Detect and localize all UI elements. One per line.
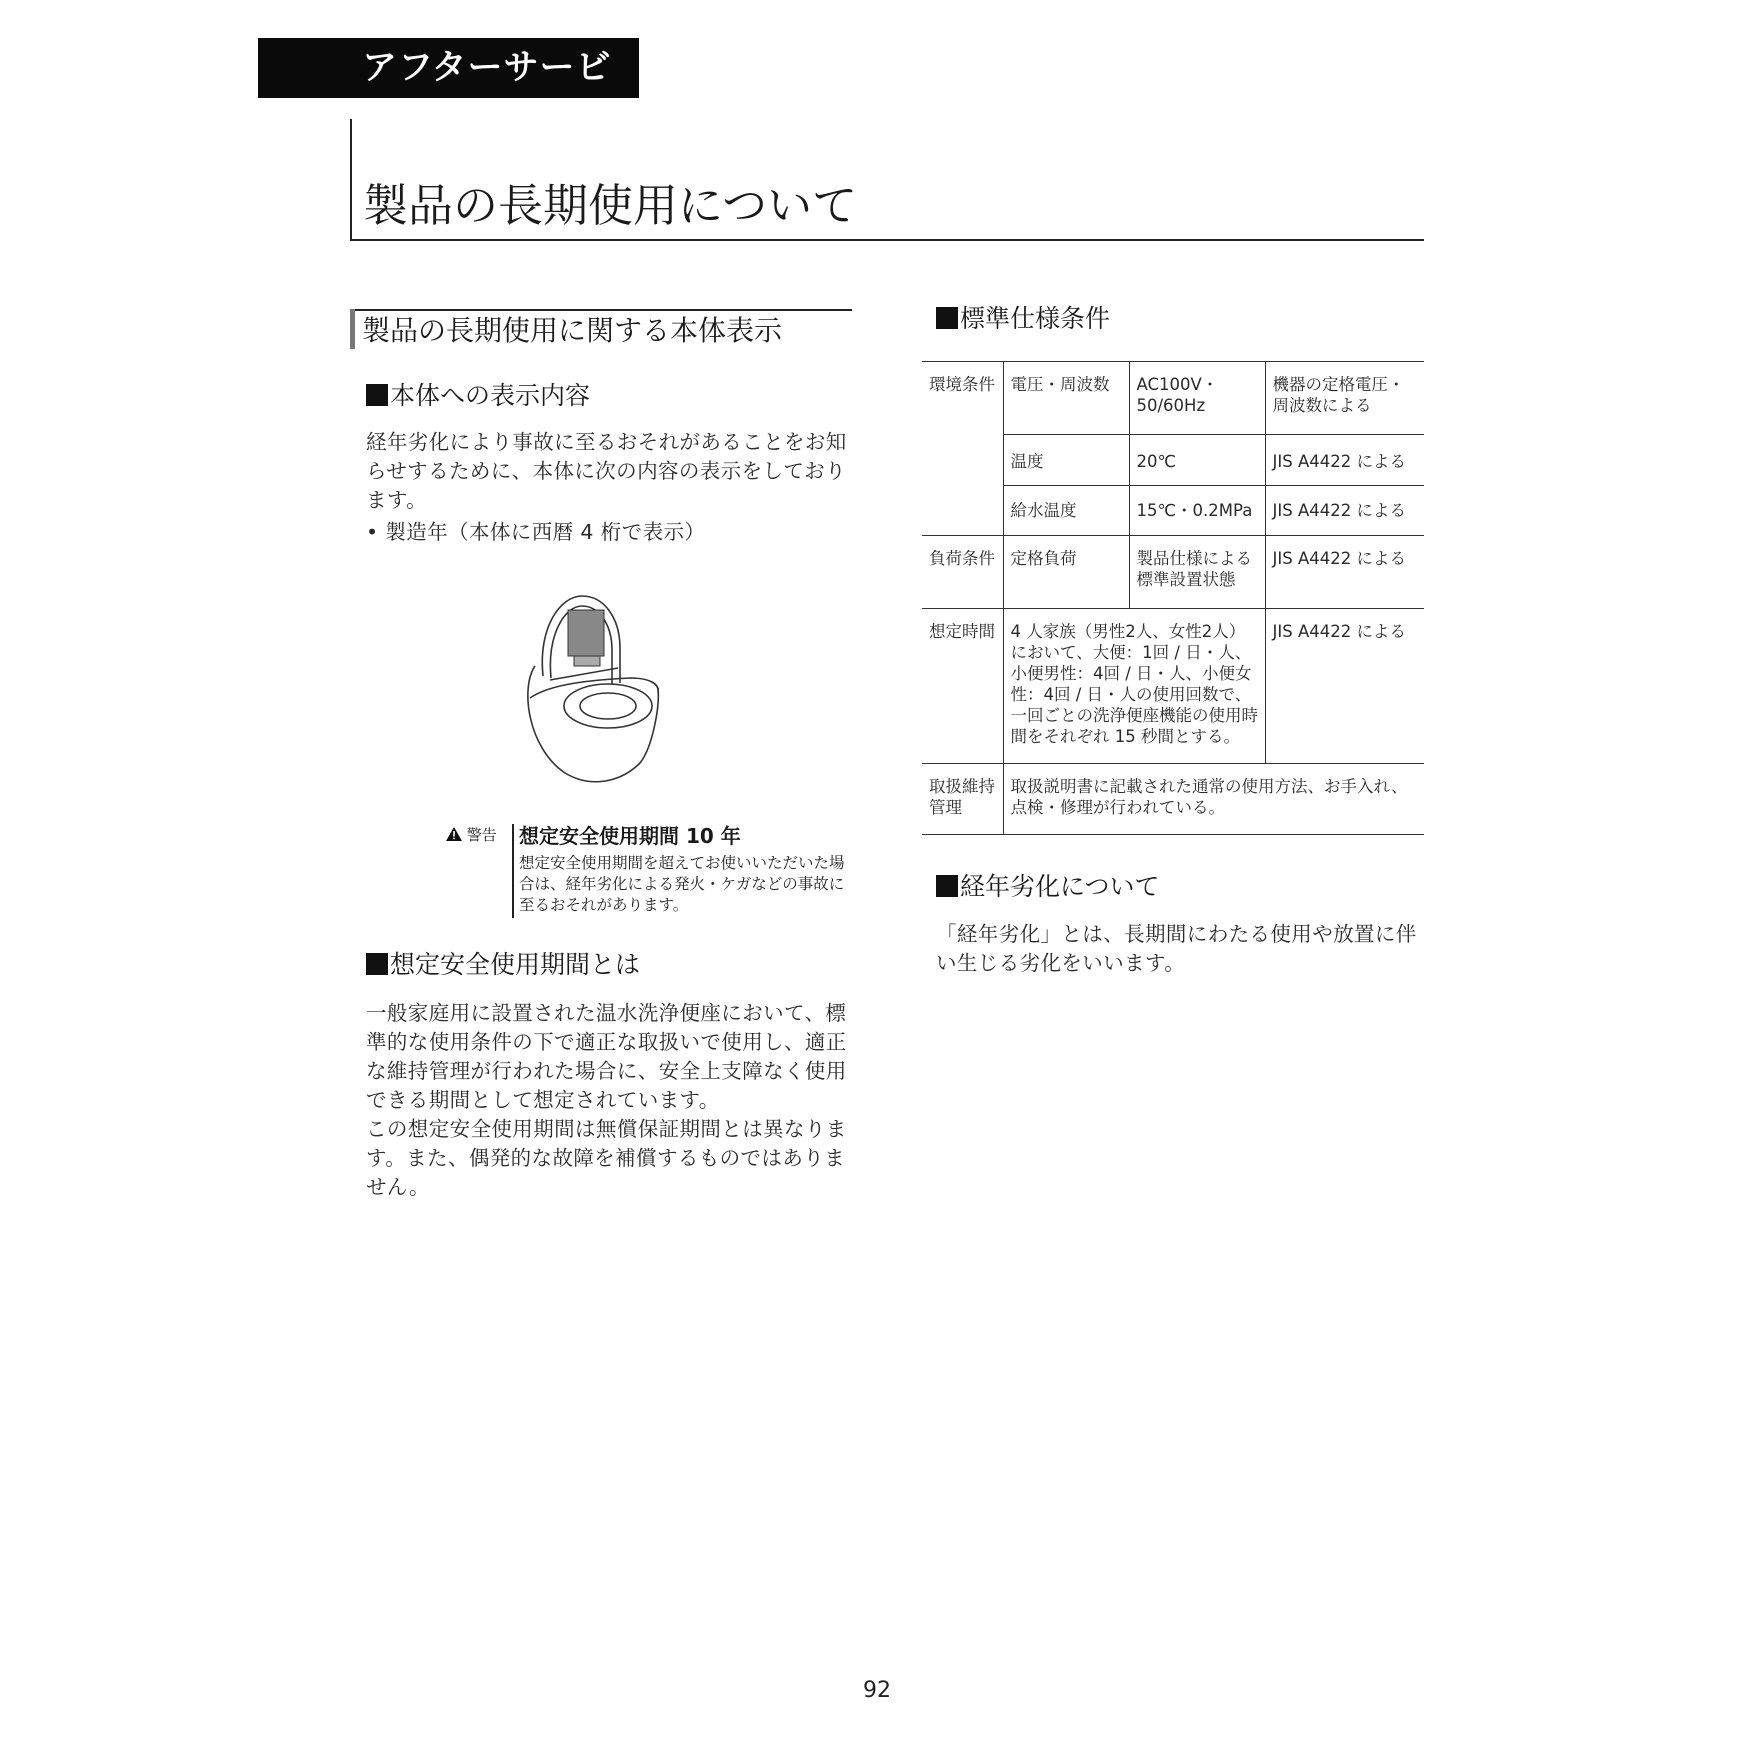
square-bullet-icon	[366, 384, 388, 406]
square-bullet-icon	[936, 875, 958, 897]
warning-label-text: 警告	[466, 826, 497, 844]
aging-body: 「経年劣化」とは、長期間にわたる使用や放置に伴い生じる劣化をいいます。	[936, 922, 1417, 975]
cell-value: AC100V・50/60Hz	[1129, 362, 1265, 435]
cell-value: 15℃・0.2MPa	[1129, 486, 1265, 536]
warning-rule	[512, 824, 514, 918]
cell-basis: JIS A4422 による	[1265, 435, 1424, 486]
cell-basis: 機器の定格電圧・周波数による	[1265, 362, 1424, 435]
cell-item: 給水温度	[1003, 486, 1129, 536]
display-body: 経年劣化により事故に至るおそれがあることをお知らせするために、本体に次の内容の表示をしております。	[366, 430, 847, 512]
cell-value: 20℃	[1129, 435, 1265, 486]
page-title: 製品の長期使用について	[363, 179, 858, 232]
cell-basis: JIS A4422 による	[1265, 486, 1424, 536]
section-tag: アフターサービス	[258, 38, 639, 98]
spec-heading-text: 標準仕様条件	[960, 304, 1111, 333]
square-bullet-icon	[936, 307, 958, 329]
cell-basis: JIS A4422 による	[1265, 536, 1424, 609]
row-label-load: 負荷条件	[929, 549, 995, 568]
row-label-time: 想定時間	[929, 622, 995, 641]
row-label-handling: 取扱維持管理	[929, 777, 995, 817]
title-rule-horizontal	[350, 239, 1424, 241]
cell-basis: JIS A4422 による	[1265, 609, 1424, 764]
display-bullet: • 製造年（本体に西暦 4 桁で表示）	[366, 520, 706, 544]
section-marker	[350, 309, 355, 349]
warning-text: 想定安全使用期間を超えてお使いいただいた場合は、経年劣化による発火・ケガなどの事故に至るおそれがあります。	[519, 854, 845, 914]
title-rule-vertical	[350, 119, 352, 241]
warning-title: 想定安全使用期間 10 年	[519, 824, 741, 848]
spec-heading	[936, 302, 1110, 336]
aging-heading-text: 経年劣化について	[960, 872, 1160, 901]
table-row	[922, 536, 1424, 609]
display-heading	[366, 379, 590, 413]
cell-item: 温度	[1003, 435, 1129, 486]
section-title: 製品の長期使用に関する本体表示	[362, 314, 783, 347]
cell-item: 電圧・周波数	[1003, 362, 1129, 435]
spec-table	[922, 361, 1424, 835]
period-heading-text: 想定安全使用期間とは	[390, 950, 641, 979]
page-number: 92	[863, 1678, 891, 1703]
section-rule	[350, 309, 852, 311]
row-label-env: 環境条件	[929, 375, 995, 394]
cell-item: 定格負荷	[1003, 536, 1129, 609]
table-row	[922, 764, 1424, 835]
period-heading	[366, 948, 640, 982]
warning-label	[446, 825, 497, 845]
toilet-illustration	[520, 588, 670, 788]
period-body-1: 一般家庭用に設置された温水洗浄便座において、標準的な使用条件の下で適正な取扱いで使用し、適正な維持管理が行われた場合に、安全上支障なく使用できる期間として想定されています。	[366, 1001, 847, 1112]
period-body-2: この想定安全使用期間は無償保証期間とは異なります。また、偶発的な故障を補償するものではありません。	[366, 1117, 847, 1199]
aging-heading	[936, 870, 1160, 904]
warning-triangle-icon	[446, 827, 462, 841]
table-row	[922, 362, 1424, 435]
cell-value: 製品仕様による標準設置状態	[1129, 536, 1265, 609]
cell-value: 4 人家族（男性2人、女性2人）において、大便：1回 / 日・人、小便男性：4回 / 日・人、小便女性：4回 / 日・人の使用回数で、一回ごとの洗浄便座機能の使用時間をそれぞれ 15 秒間とする。	[1003, 609, 1265, 764]
table-row	[922, 609, 1424, 764]
display-heading-text: 本体への表示内容	[390, 381, 591, 410]
square-bullet-icon	[366, 953, 388, 975]
cell-value: 取扱説明書に記載された通常の使用方法、お手入れ、点検・修理が行われている。	[1003, 764, 1424, 835]
